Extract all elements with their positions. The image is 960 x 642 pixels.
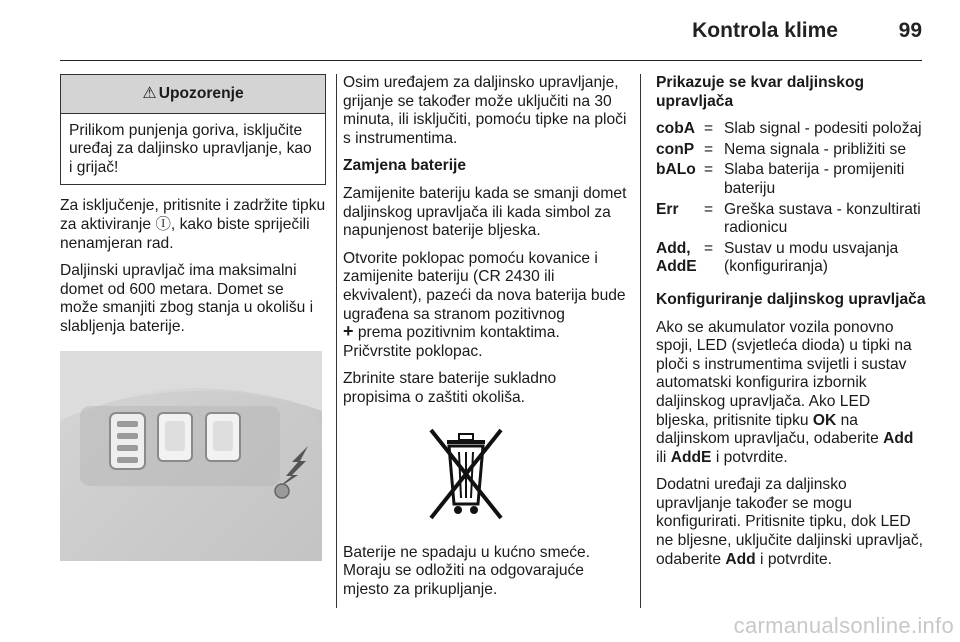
equals-sign: = [704, 140, 714, 158]
column-left [60, 74, 326, 561]
column-divider [640, 74, 641, 608]
add-label: Add [725, 550, 756, 568]
text: Ako se akumulator vozila ponovno spoji, LED (svjetleća dioda) u tipki na ploči s instrumentima svijetli i sustav automatski konfigurira izbornik daljinskog upravljača. Ako LED bljeska, pritisnite tipku [656, 318, 912, 429]
equals-sign: = [704, 239, 714, 257]
watermark: carmanualsonline.info [733, 613, 954, 638]
error-description: Sustav u modu usvajanja (konfiguriranja) [724, 239, 899, 276]
error-code-row [656, 161, 926, 198]
dashboard-buttons-photo [60, 351, 322, 561]
text: Pričvrstite poklopac. [343, 342, 483, 360]
paragraph: Baterije ne spadaju u kućno smeće. Moraju se odložiti na odgovarajuće mjesto za prikupljanje. [343, 543, 591, 598]
page-number: 99 [898, 19, 922, 42]
paragraph [656, 319, 926, 468]
column-middle [343, 74, 628, 608]
error-code-row [656, 141, 926, 160]
equals-sign: = [704, 200, 714, 218]
warning-text: Prilikom punjenja goriva, isključite uređaj za daljinsko upravljanje, kao i grijač! [69, 121, 312, 176]
page-title: Kontrola klime [692, 19, 838, 42]
dashboard-photo-illustration [60, 351, 322, 561]
warning-icon: ⚠ [142, 85, 157, 102]
warning-box [60, 74, 326, 185]
error-code-row [656, 120, 926, 139]
paragraph: Daljinski upravljač ima maksimalni domet od 600 metara. Domet se može smanjiti zbog stanja u okolišu i slabljenja baterije. [60, 262, 314, 335]
section-heading: Konfiguriranje daljinskog upravljača [656, 290, 926, 308]
error-code: Err [656, 200, 679, 218]
error-code-row [656, 240, 926, 277]
equals-sign: = [704, 120, 714, 138]
error-description: Slaba baterija - promijeniti bateriju [724, 161, 905, 197]
page-header [60, 0, 922, 61]
warning-title: Upozorenje [158, 85, 244, 102]
paragraph: Osim uređajem za daljinsko upravljanje, grijanje se također može uključiti na 30 minuta, ili isključiti, pomoću tipke na ploči s instrumentima. [343, 74, 627, 147]
text: Dodatni uređaji za daljinsko upravljanje također se mogu konfigurirati. Pritisnite tipku, dok LED ne bljesne, uključite daljinski upravljač, odaberite [656, 476, 923, 568]
error-description: Slab signal - podesiti položaj [724, 120, 922, 138]
text: i potvrdite. [715, 448, 788, 466]
text: na daljinskom upravljaču, odaberite [656, 411, 879, 448]
error-description: Greška sustava - konzultirati radionicu [724, 200, 921, 237]
error-code: conP [656, 140, 695, 158]
add-label: Add [883, 430, 914, 448]
section-heading: Prikazuje se kvar daljinskog upravljača [656, 74, 865, 110]
paragraph: Zamijenite bateriju kada se smanji domet daljinskog upravljača ili kada simbol za napunjenost baterije bljeska. [343, 184, 627, 240]
warning-header [61, 75, 325, 114]
text: ili [656, 448, 667, 466]
text: i potvrdite. [760, 550, 832, 568]
error-code-list [656, 120, 926, 277]
plus-icon: + [343, 321, 354, 342]
crossed-bin-icon [425, 426, 507, 526]
paragraph: Zbrinite stare baterije sukladno propisima o zaštiti okoliša. [343, 370, 557, 406]
error-code: cobA [656, 120, 695, 138]
paragraph: Za isključenje, pritisnite i zadržite tipku za aktiviranje Ⓘ, kako biste spriječili nenamjeran rad. [60, 197, 326, 252]
adde-label: AddE [670, 448, 712, 466]
error-description: Nema signala - približiti se [724, 140, 906, 158]
error-code: Add, AddE [656, 239, 697, 276]
paragraph [343, 250, 628, 362]
column-divider [336, 74, 337, 608]
error-code-row [656, 201, 926, 238]
column-right [656, 74, 926, 578]
ok-key-label: OK [812, 411, 837, 429]
error-code: bALo [656, 161, 696, 179]
text: prema pozitivnim kontaktima. [357, 324, 560, 342]
section-heading: Zamjena baterije [343, 157, 467, 175]
text: Otvorite poklopac pomoću kovanice i zamijenite bateriju (CR 2430 ili ekvivalent), pazeći da nova baterija bude ugrađena sa stranom pozitivnog [343, 249, 626, 323]
paragraph [656, 476, 926, 569]
equals-sign: = [704, 161, 714, 179]
